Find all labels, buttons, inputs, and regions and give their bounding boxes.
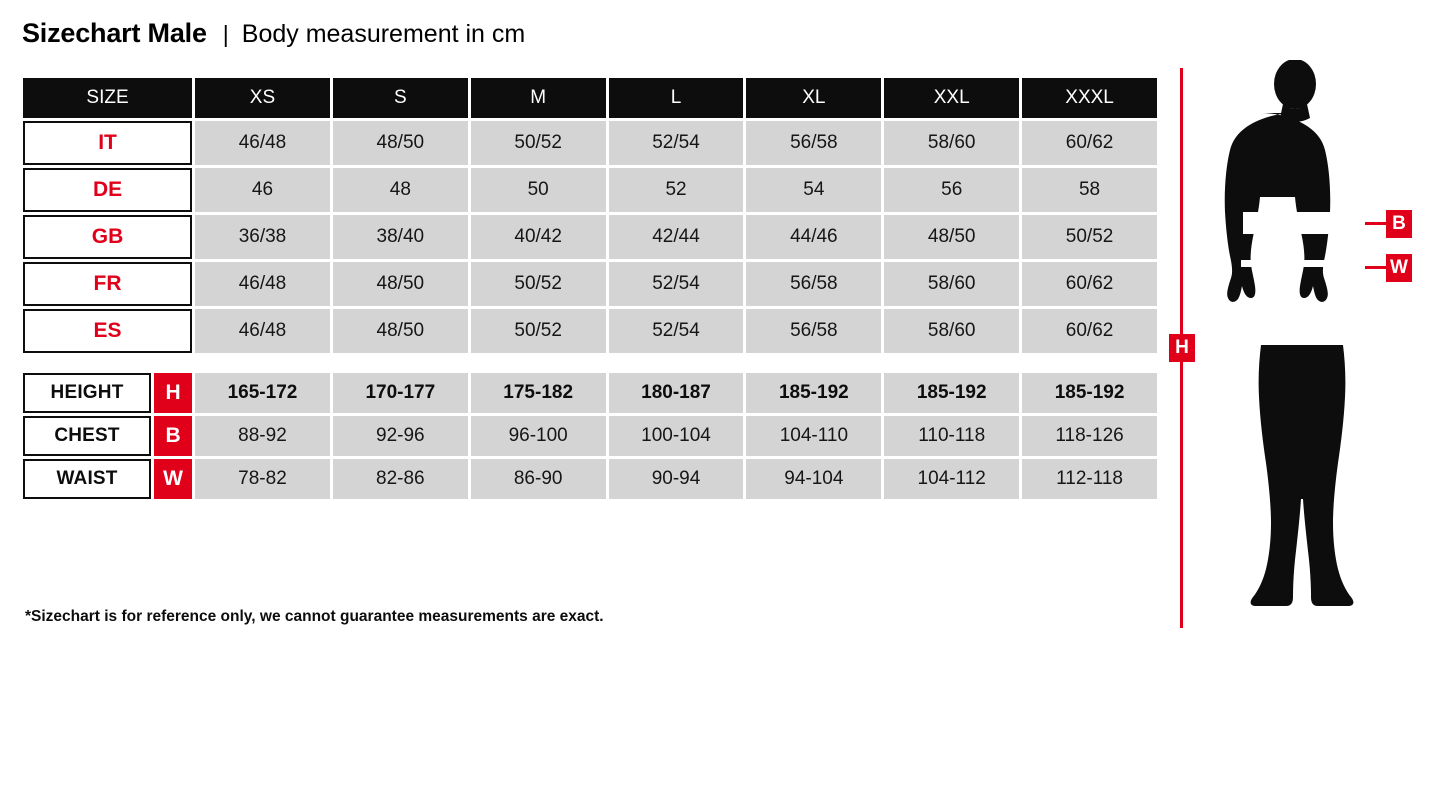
cell-it-s: 48/50 — [333, 121, 468, 165]
cell-waist-xxxl: 112-118 — [1022, 459, 1157, 499]
header-cell-size-xs: XS — [195, 78, 330, 118]
row-label-waist: WAIST — [23, 459, 151, 499]
figure-badge-waist: W — [1386, 254, 1412, 282]
header-cell-size-m: M — [471, 78, 606, 118]
row-label-height: HEIGHT — [23, 373, 151, 413]
cell-es-m: 50/52 — [471, 309, 606, 353]
row-label-fr: FR — [23, 262, 192, 306]
cell-de-l: 52 — [609, 168, 744, 212]
figure-badge-height: H — [1169, 334, 1195, 362]
cell-gb-l: 42/44 — [609, 215, 744, 259]
cell-de-xxl: 56 — [884, 168, 1019, 212]
cell-it-l: 52/54 — [609, 121, 744, 165]
cell-it-xxl: 58/60 — [884, 121, 1019, 165]
spacer-cell — [23, 356, 1157, 370]
body-figure-area — [1160, 60, 1441, 640]
row-badge-b: B — [154, 416, 192, 456]
label-badge-wrap — [23, 416, 192, 456]
cell-fr-l: 52/54 — [609, 262, 744, 306]
cell-gb-xl: 44/46 — [746, 215, 881, 259]
cell-fr-xxl: 58/60 — [884, 262, 1019, 306]
cell-waist-xl: 94-104 — [746, 459, 881, 499]
header-cell-size-xxl: XXL — [884, 78, 1019, 118]
cell-chest-xxxl: 118-126 — [1022, 416, 1157, 456]
table-row — [23, 215, 1157, 259]
row-label-waist-group — [23, 459, 192, 499]
cell-fr-s: 48/50 — [333, 262, 468, 306]
cell-gb-s: 38/40 — [333, 215, 468, 259]
cell-it-xxxl: 60/62 — [1022, 121, 1157, 165]
cell-de-xl: 54 — [746, 168, 881, 212]
cell-chest-s: 92-96 — [333, 416, 468, 456]
cell-es-xs: 46/48 — [195, 309, 330, 353]
page-title-main: Sizechart Male — [22, 18, 207, 48]
cell-waist-m: 86-90 — [471, 459, 606, 499]
footnote: *Sizechart is for reference only, we cannot guarantee measurements are exact. — [25, 608, 604, 625]
cell-waist-s: 82-86 — [333, 459, 468, 499]
page-title — [22, 18, 525, 49]
page-title-subtitle: Body measurement in cm — [241, 20, 526, 48]
cell-height-m: 175-182 — [471, 373, 606, 413]
row-label-de: DE — [23, 168, 192, 212]
label-badge-wrap — [23, 459, 192, 499]
row-label-height-group — [23, 373, 192, 413]
cell-it-m: 50/52 — [471, 121, 606, 165]
table-section-spacer — [23, 356, 1157, 370]
cell-es-l: 52/54 — [609, 309, 744, 353]
header-cell-size-xl: XL — [746, 78, 881, 118]
table-row — [23, 168, 1157, 212]
cell-height-s: 170-177 — [333, 373, 468, 413]
cell-chest-l: 100-104 — [609, 416, 744, 456]
row-label-chest: CHEST — [23, 416, 151, 456]
cell-es-xl: 56/58 — [746, 309, 881, 353]
table-row — [23, 121, 1157, 165]
cell-fr-xl: 56/58 — [746, 262, 881, 306]
cell-fr-m: 50/52 — [471, 262, 606, 306]
cell-chest-m: 96-100 — [471, 416, 606, 456]
cell-gb-xxxl: 50/52 — [1022, 215, 1157, 259]
cell-height-xs: 165-172 — [195, 373, 330, 413]
row-label-it: IT — [23, 121, 192, 165]
table-header-row — [23, 78, 1157, 118]
row-label-gb: GB — [23, 215, 192, 259]
cell-es-s: 48/50 — [333, 309, 468, 353]
cell-de-xs: 46 — [195, 168, 330, 212]
cell-gb-xs: 36/38 — [195, 215, 330, 259]
cell-chest-xxl: 110-118 — [884, 416, 1019, 456]
cell-waist-xxl: 104-112 — [884, 459, 1019, 499]
cell-es-xxxl: 60/62 — [1022, 309, 1157, 353]
male-body-silhouette-icon — [1215, 60, 1375, 640]
table-row — [23, 309, 1157, 353]
table-row — [23, 459, 1157, 499]
table-row — [23, 373, 1157, 413]
row-label-chest-group — [23, 416, 192, 456]
header-cell-size-s: S — [333, 78, 468, 118]
header-cell-size-xxxl: XXXL — [1022, 78, 1157, 118]
cell-gb-xxl: 48/50 — [884, 215, 1019, 259]
cell-es-xxl: 58/60 — [884, 309, 1019, 353]
cell-height-xxxl: 185-192 — [1022, 373, 1157, 413]
cell-chest-xl: 104-110 — [746, 416, 881, 456]
header-cell-size-l: L — [609, 78, 744, 118]
cell-de-xxxl: 58 — [1022, 168, 1157, 212]
sizechart-table-wrapper — [20, 75, 1160, 502]
cell-de-m: 50 — [471, 168, 606, 212]
sizechart-table — [20, 75, 1160, 502]
table-row — [23, 416, 1157, 456]
cell-fr-xs: 46/48 — [195, 262, 330, 306]
cell-it-xl: 56/58 — [746, 121, 881, 165]
header-cell-size: SIZE — [23, 78, 192, 118]
cell-height-l: 180-187 — [609, 373, 744, 413]
cell-waist-xs: 78-82 — [195, 459, 330, 499]
cell-height-xl: 185-192 — [746, 373, 881, 413]
cell-chest-xs: 88-92 — [195, 416, 330, 456]
table-row — [23, 262, 1157, 306]
label-badge-wrap — [23, 373, 192, 413]
page-title-separator: | — [222, 21, 229, 47]
cell-de-s: 48 — [333, 168, 468, 212]
row-badge-w: W — [154, 459, 192, 499]
cell-height-xxl: 185-192 — [884, 373, 1019, 413]
row-label-es: ES — [23, 309, 192, 353]
figure-badge-chest: B — [1386, 210, 1412, 238]
cell-gb-m: 40/42 — [471, 215, 606, 259]
cell-it-xs: 46/48 — [195, 121, 330, 165]
cell-fr-xxxl: 60/62 — [1022, 262, 1157, 306]
cell-waist-l: 90-94 — [609, 459, 744, 499]
row-badge-h: H — [154, 373, 192, 413]
